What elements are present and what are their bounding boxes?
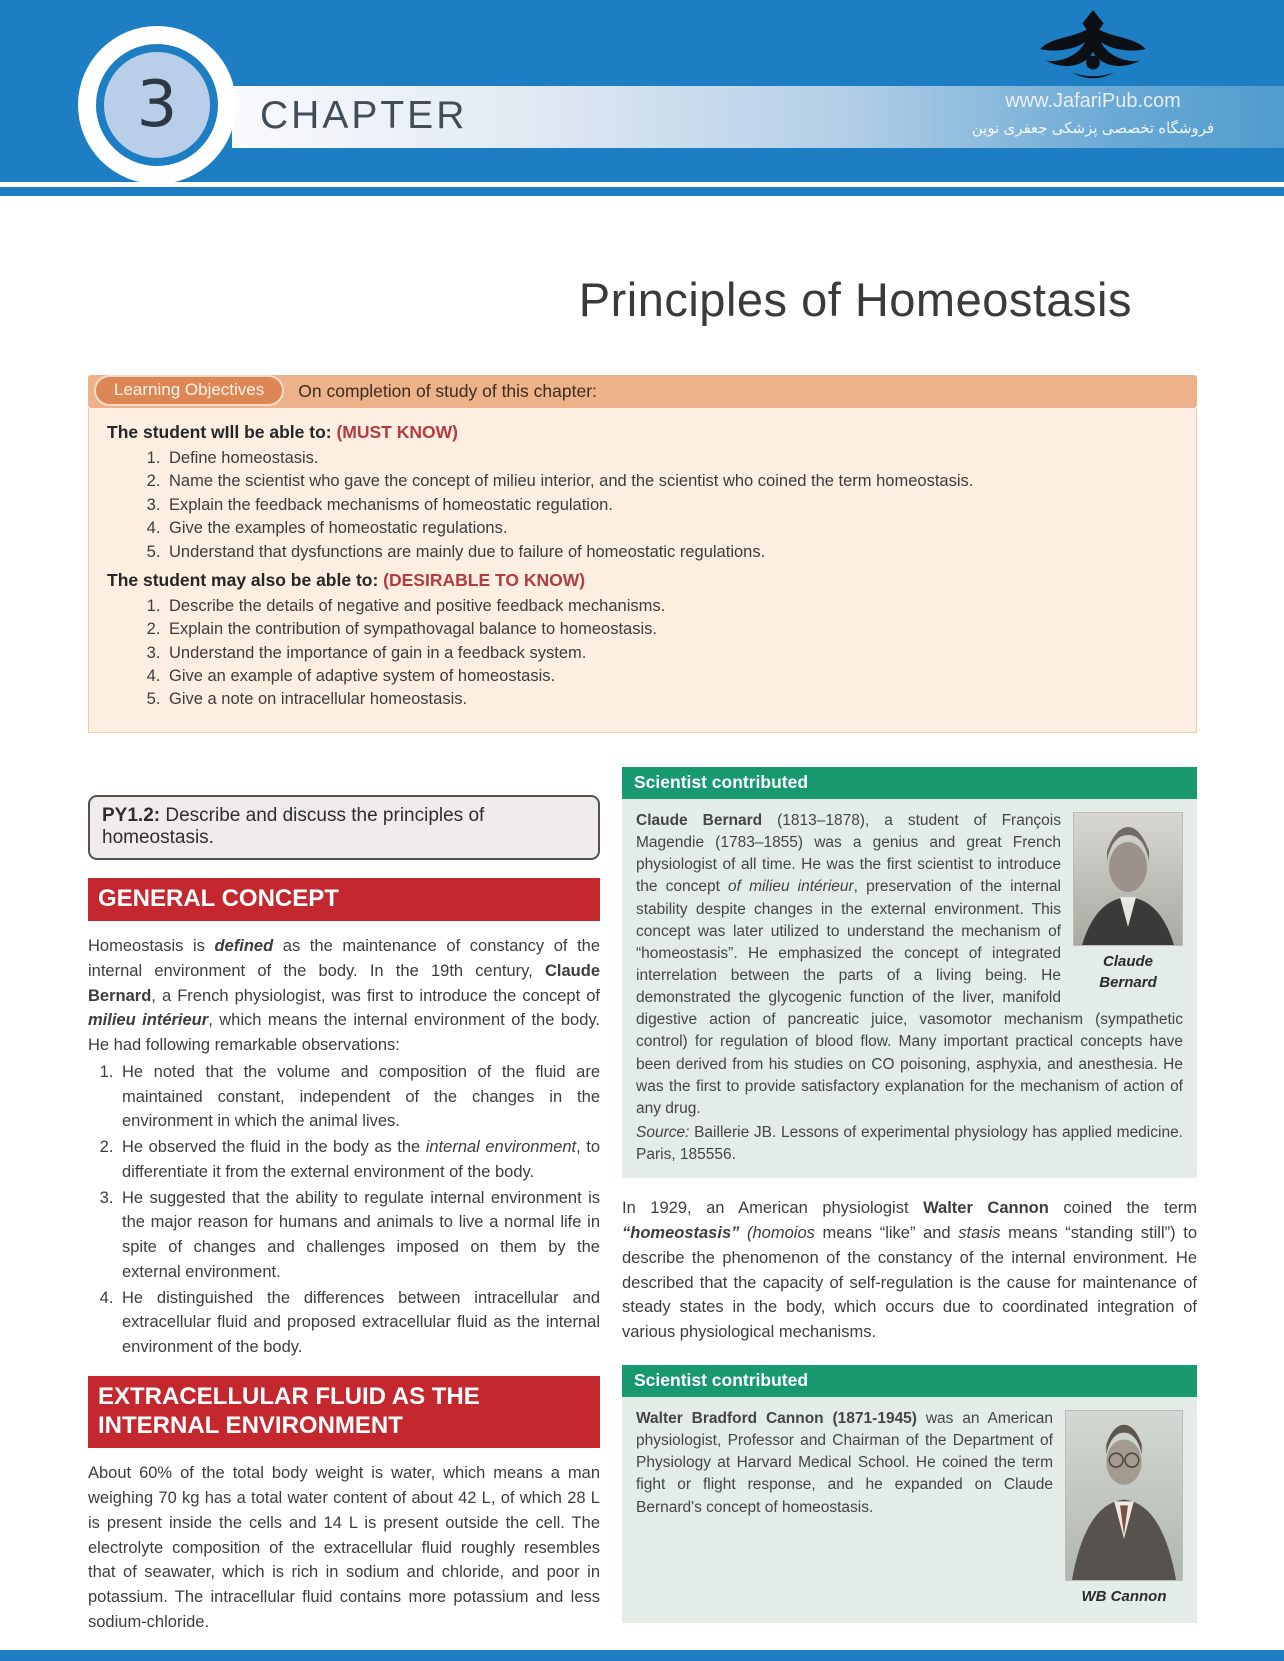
list-item: 3. Explain the feedback mechanisms of homeostatic regulation. [165, 494, 1178, 517]
learning-objectives-box [88, 375, 1197, 733]
list-item: 5. Give a note on intracellular homeostasis. [165, 688, 1178, 711]
content-columns [88, 767, 1197, 1642]
must-know-lead: The student wIll be able to: (MUST KNOW) [107, 422, 458, 442]
wb-cannon-photo [1065, 1410, 1183, 1608]
extracellular-paragraph: About 60% of the total body weight is water, which means a man weighing 70 kg has a total water content of about 42 L, of which 28 L is present inside the cells and 14 L is present outside the cell. The electrolyte composition of the extracellular fluid roughly resembles that of seawater, which is rich in sodium and chloride, and poor in potassium. The intracellular fluid contains more potassium and less sodium-chloride. [88, 1464, 600, 1631]
scientist-box-header: Scientist contributed [622, 1365, 1197, 1397]
must-know-list [107, 447, 1178, 564]
photo-caption: Claude Bernard [1099, 952, 1157, 992]
general-concept-intro: Homeostasis is defined as the maintenance of constancy of the internal environment of the body. In the 19th century, Claude Bernard, a French physiologist, was first to introduce the concept of milieu intérieur, which means the internal environment of the body. He had following remarkable observations: [88, 937, 601, 1055]
chapter-number: 3 [136, 68, 178, 142]
list-item: 4. Give the examples of homeostatic regulations. [165, 517, 1178, 540]
claude-bernard-photo [1073, 812, 1183, 994]
list-item: 4. Give an example of adaptive system of homeostasis. [165, 665, 1178, 688]
source-line: Source: Baillerie JB. Lessons of experimental physiology has applied medicine. Paris, 185556. [636, 1124, 1183, 1164]
scientist-box-body [622, 799, 1197, 1179]
observations-list [88, 1060, 600, 1360]
cannon-paragraph: In 1929, an American physiologist Walter Cannon coined the term “homeostasis” (homoios means “like” and stasis means “standing still”) to describe the phenomenon of the constancy of the internal environment. He described that the capacity of self-regulation is the cause for maintenance of steady states in the body, which occurs due to coordinated integration of various physiological mechanisms. [622, 1199, 1198, 1342]
desirable-tag: (DESIRABLE TO KNOW) [383, 569, 586, 590]
publisher-url[interactable]: www.JafariPub.com [1005, 90, 1181, 112]
desirable-lead: The student may also be able to: (DESIRABLE TO KNOW) [107, 569, 586, 590]
learning-objectives-badge: Learning Objectives [94, 375, 284, 406]
bernard-text: Claude Bernard (1813–1878), a student of François Magendie (1783–1855) was a genius and great French physiologist of all time. He was the first scientist to introduce the concept of milieu intérieur, preservation of the internal stability despite changes in the external environment. This concept was later utilized to understand the mechanism of “homeostasis”. He emphasized the concept of integrated interrelation between the parts of a living being. He demonstrated the glycogenic function of the liver, manifold digestive action of pancreatic juice, vasomotor mechanism (sympathetic control) for regulation of blood flow. Many important practical concepts have been derived from his studies on CO poisoning, asphyxia, and anesthesia. He was the first to provide satisfactory explanation for the mechanism of action of any drug. [636, 811, 1183, 1117]
list-item: 4. He distinguished the differences between intracellular and extracellular fluid and proposed extracellular fluid as the internal environment of the body. [118, 1286, 600, 1360]
photo-caption: WB Cannon [1081, 1587, 1167, 1605]
chapter-banner [0, 0, 1284, 196]
must-know-tag: (MUST KNOW) [336, 422, 458, 442]
list-item: 2. Explain the contribution of sympathovagal balance to homeostasis. [165, 618, 1178, 641]
section-heading-general-concept: GENERAL CONCEPT [88, 878, 600, 921]
list-item: 5. Understand that dysfunctions are mainly due to failure of homeostatic regulations. [165, 541, 1178, 564]
banner-divider [0, 182, 1284, 187]
chapter-label: CHAPTER [260, 94, 468, 137]
competency-box: PY1.2: Describe and discuss the principles of homeostasis. [88, 795, 600, 860]
list-item: 2. Name the scientist who gave the concept of milieu interior, and the scientist who coined the term homeostasis. [165, 470, 1178, 493]
page-footer-bar [0, 1650, 1284, 1661]
list-item: 3. He suggested that the ability to regulate internal environment is the major reason for humans and animals to live a normal life in spite of changes and challenges imposed on them by the external environment. [118, 1186, 600, 1285]
left-column [88, 767, 600, 1635]
scientist-box-body [622, 1397, 1197, 1624]
list-item: 1. Describe the details of negative and positive feedback mechanisms. [165, 595, 1178, 618]
publisher-tagline: فروشگاه تخصصی پزشکی جعفری نوین [971, 120, 1215, 137]
learning-objectives-header [88, 375, 1197, 408]
desirable-list [107, 595, 1178, 712]
right-column [622, 767, 1197, 1642]
scientist-box-cannon [622, 1365, 1197, 1624]
learning-objectives-header-text: On completion of study of this chapter: [298, 381, 597, 401]
list-item: 3. Understand the importance of gain in a feedback system. [165, 642, 1178, 665]
cannon-text: Walter Bradford Cannon (1871-1945) was an American physiologist, Professor and Chairman of the Department of Physiology at Harvard Medical School. He coined the term fight or flight response, and he expanded on Claude Bernard's concept of homeostasis. [636, 1409, 1053, 1516]
chapter-number-circle [78, 26, 236, 184]
scientist-box-bernard [622, 767, 1197, 1179]
section-heading-extracellular: EXTRACELLULAR FLUID AS THE INTERNAL ENVIRONMENT [88, 1376, 600, 1449]
competency-code: PY1.2: [102, 804, 161, 826]
learning-objectives-body [88, 408, 1197, 733]
scientist-box-header: Scientist contributed [622, 767, 1197, 799]
list-item: 2. He observed the fluid in the body as the internal environment, to differentiate it from the external environment of the body. [118, 1135, 600, 1185]
page-title: Principles of Homeostasis [578, 273, 1132, 326]
list-item: 1. Define homeostasis. [165, 447, 1178, 470]
publisher-logo [958, 8, 1228, 137]
list-item: 1. He noted that the volume and composition of the fluid are maintained constant, independent of the changes in the environment in which the animal lives. [118, 1060, 600, 1134]
calligraphy-ornament-icon [958, 8, 1228, 88]
